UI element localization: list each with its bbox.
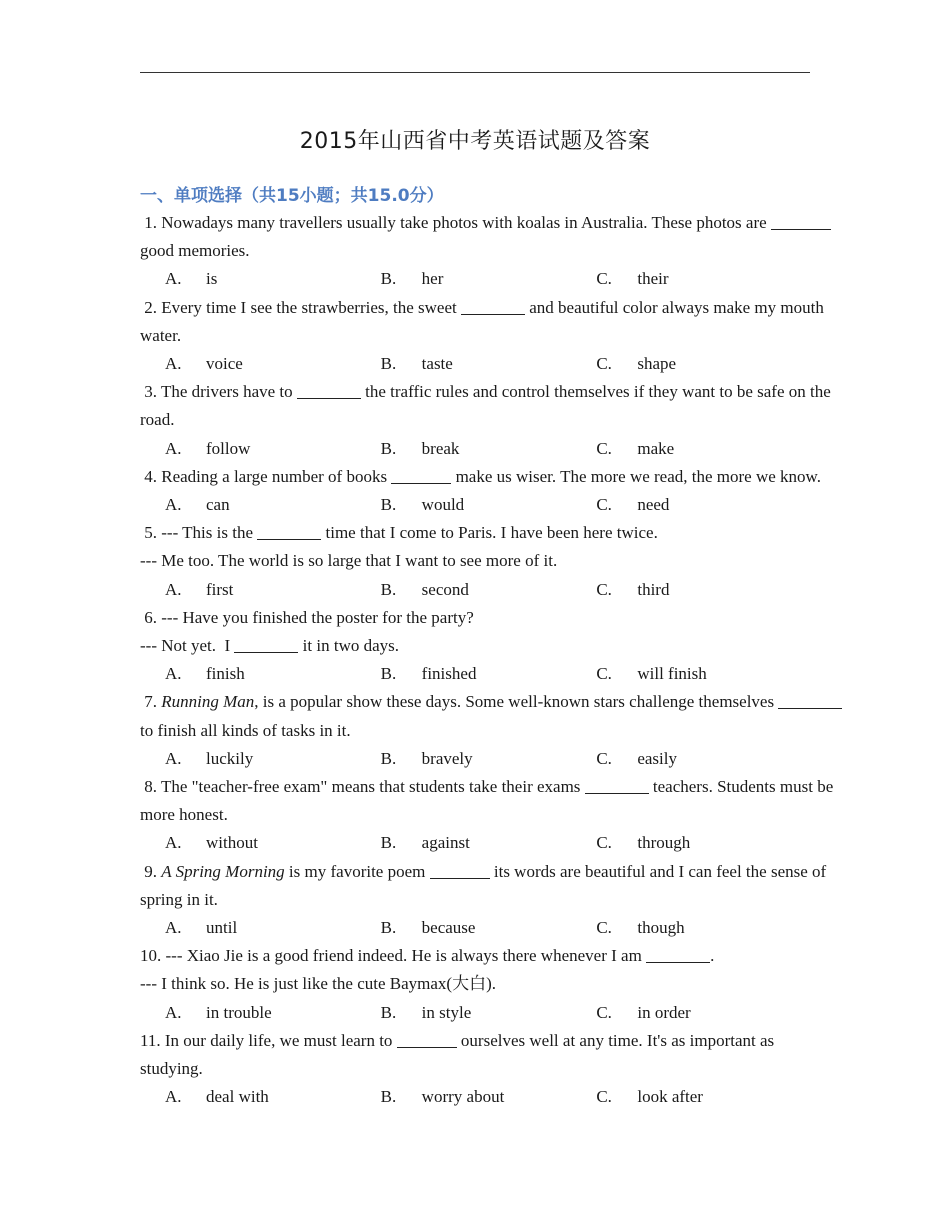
option-text: voice [206,354,243,374]
answer-option [381,829,597,857]
option-text: though [637,918,685,938]
answer-blank [391,465,451,484]
answer-option [381,491,597,519]
answer-option [165,265,381,293]
question-text: --- I think so. He is just like the cute Baymax(大白). [140,974,496,994]
question-text: spring in it. [140,889,218,909]
answer-option [165,999,381,1027]
answer-option [596,265,812,293]
question-text: it in two days. [298,636,400,656]
options-row [140,829,812,857]
answer-option [381,914,597,942]
question-text: --- Me too. The world is so large that I want to see more of it. [140,551,558,571]
option-letter: B. [380,269,397,289]
option-letter: C. [596,495,612,515]
answer-option [381,576,597,604]
answer-blank [778,690,842,709]
answer-option [165,435,381,463]
answer-blank [771,211,831,230]
question-text: teachers. Students must be [648,777,834,797]
answer-blank [585,775,649,794]
option-text: finished [421,664,477,684]
option-letter: C. [596,664,612,684]
question-text-line [140,942,812,970]
question-text: 3. The drivers have to [140,382,297,402]
answer-option [381,265,597,293]
answer-option [165,576,381,604]
option-letter: C. [596,918,612,938]
option-letter: A. [165,354,182,374]
answer-option [596,491,812,519]
option-letter: C. [596,354,612,374]
option-text: need [637,495,670,515]
question-text-line [140,406,812,434]
question-text: , is a popular show these days. Some well-known stars challenge themselves [254,692,779,712]
option-text: can [206,495,230,515]
question-text: . [710,946,715,966]
question-text: 7. [140,692,162,712]
question-item [140,519,812,604]
option-text: their [637,269,669,289]
option-text: look after [637,1087,703,1107]
question-text: 11. In our daily life, we must learn to [140,1030,397,1050]
question-text-line [140,547,812,575]
answer-option [596,914,812,942]
question-text: 9. [140,861,162,881]
question-text: road. [140,410,175,430]
question-text-line [140,773,834,801]
question-text-line [140,604,812,632]
question-text: time that I come to Paris. I have been here twice. [321,523,658,543]
question-list [140,209,834,1112]
options-row [140,914,812,942]
question-text: make us wiser. The more we read, the more we know. [451,466,821,486]
question-item [140,688,812,773]
option-text: her [421,269,444,289]
answer-option [165,745,381,773]
option-text: against [421,833,470,853]
answer-blank [430,860,490,879]
option-letter: B. [380,495,397,515]
option-letter: A. [165,269,182,289]
option-letter: B. [380,438,397,458]
answer-option [165,660,381,688]
options-row [140,999,812,1027]
question-item [140,858,827,943]
option-letter: C. [596,269,612,289]
question-text: is my favorite poem [284,861,430,881]
option-text: deal with [206,1087,269,1107]
option-text: in order [637,1002,691,1022]
question-text: 5. --- This is the [140,523,258,543]
options-row [140,350,812,378]
option-letter: C. [596,1002,612,1022]
option-text: would [421,495,465,515]
question-text: 2. Every time I see the strawberries, the sweet [140,297,461,317]
question-text-line [140,1027,812,1055]
question-text-line [140,209,812,237]
option-text: will finish [637,664,707,684]
answer-option [596,576,812,604]
question-text: its words are beautiful and I can feel the sense of [489,861,827,881]
option-text: shape [637,354,677,374]
question-text: more honest. [140,805,228,825]
option-letter: A. [165,833,182,853]
question-text-line [140,717,812,745]
option-letter: A. [165,748,182,768]
option-letter: B. [380,1002,397,1022]
option-letter: B. [380,354,397,374]
option-letter: A. [165,918,182,938]
option-letter: A. [165,664,182,684]
answer-blank [234,634,298,653]
question-text: studying. [140,1059,203,1079]
question-item [140,294,824,379]
answer-option [165,1083,381,1111]
answer-option [381,350,597,378]
question-text-line [140,463,821,491]
option-text: because [421,918,476,938]
answer-blank [257,521,321,540]
option-letter: A. [165,495,182,515]
answer-option [596,435,812,463]
option-letter: A. [165,438,182,458]
answer-option [596,660,812,688]
answer-option [165,914,381,942]
question-text-line [140,970,812,998]
question-item [140,942,812,1027]
question-text: ourselves well at any time. It's as important as [456,1030,775,1050]
options-row [140,745,812,773]
option-letter: B. [380,579,397,599]
answer-option [596,999,812,1027]
answer-option [596,350,812,378]
question-text: water. [140,325,182,345]
question-text-line [140,858,827,886]
question-text-line [140,886,812,914]
option-text: is [206,269,218,289]
answer-option [381,745,597,773]
option-letter: B. [380,748,397,768]
option-letter: C. [596,833,612,853]
answer-blank [297,380,361,399]
option-text: bravely [421,748,473,768]
answer-option [596,829,812,857]
answer-option [165,491,381,519]
answer-blank [461,296,525,315]
options-row [140,1083,812,1111]
option-letter: C. [596,748,612,768]
options-row [140,576,812,604]
question-text: good memories. [140,241,250,261]
answer-option [596,745,812,773]
option-text: worry about [421,1087,505,1107]
answer-option [165,350,381,378]
option-letter: A. [165,1087,182,1107]
option-letter: B. [380,918,397,938]
question-text-line [140,632,812,660]
answer-option [381,999,597,1027]
question-item [140,1027,812,1112]
page-title: 2015年山西省中考英语试题及答案 [299,129,651,154]
question-title-italic: A Spring Morning [161,861,285,881]
options-row [140,491,812,519]
question-text: 6. --- Have you finished the poster for the party? [140,607,474,627]
option-letter: A. [165,1002,182,1022]
question-item [140,773,834,858]
question-text: 4. Reading a large number of books [140,466,392,486]
option-text: first [206,579,234,599]
options-row [140,660,812,688]
question-text-line [140,688,812,716]
question-text-line [140,801,812,829]
question-text: and beautiful color always make my mouth [525,297,824,317]
option-text: taste [421,354,453,374]
question-text: 10. --- Xiao Jie is a good friend indeed. He is always there whenever I am [140,946,647,966]
answer-option [596,1083,812,1111]
section-heading: 一、单项选择（共15小题；共15.0分） [140,186,444,206]
question-text: to finish all kinds of tasks in it. [140,720,351,740]
option-letter: B. [380,1087,397,1107]
option-letter: C. [596,438,612,458]
option-letter: B. [380,664,397,684]
answer-option [165,829,381,857]
option-text: until [206,918,238,938]
question-item [140,378,831,463]
question-item [140,463,821,519]
option-text: second [421,579,469,599]
option-text: make [637,438,675,458]
question-text-line [140,1055,812,1083]
question-item [140,604,812,689]
option-text: without [206,833,258,853]
question-text: --- Not yet. I [140,636,235,656]
answer-option [381,435,597,463]
option-text: follow [206,438,251,458]
option-letter: C. [596,1087,612,1107]
answer-blank [646,944,710,963]
question-text: 8. The "teacher-free exam" means that students take their exams [140,777,585,797]
question-text-line [140,378,831,406]
question-text-line [140,322,812,350]
option-letter: B. [380,833,397,853]
option-text: easily [637,748,677,768]
question-text-line [140,294,824,322]
option-letter: A. [165,579,182,599]
options-row [140,435,812,463]
header-rule [140,72,810,73]
answer-blank [397,1029,457,1048]
option-text: in trouble [206,1002,272,1022]
option-text: in style [421,1002,472,1022]
question-text-line [140,519,812,547]
question-item [140,209,812,294]
option-letter: C. [596,579,612,599]
option-text: through [637,833,691,853]
option-text: break [421,438,460,458]
answer-option [381,1083,597,1111]
option-text: luckily [206,748,254,768]
option-text: third [637,579,670,599]
option-text: finish [206,664,245,684]
question-text: 1. Nowadays many travellers usually take photos with koalas in Australia. These photos are [140,213,771,232]
answer-option [381,660,597,688]
options-row [140,265,812,293]
question-text-line [140,237,812,265]
question-text: the traffic rules and control themselves if they want to be safe on the [360,382,831,402]
question-title-italic: Running Man [161,692,255,712]
